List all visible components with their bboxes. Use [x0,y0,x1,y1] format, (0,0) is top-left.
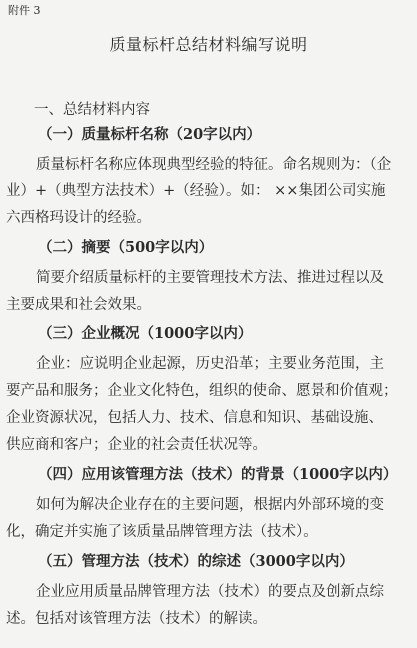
item-5-line-1: 企业应用质量品牌管理方法（技术）的要点及创新点综 [36,584,384,600]
attachment-label: 附件 3 [8,4,41,17]
item-5-line-2: 述。包括对该管理方法（技术）的解读。 [6,611,267,627]
item-1-line-3: 六西格玛设计的经验。 [6,210,151,226]
item-2-line-2: 主要成果和社会效果。 [6,297,151,313]
item-heading-1: （一）质量标杆名称（20字以内） [38,126,262,143]
item-4-line-2: 化，确定并实施了该质量品牌管理方法（技术）。 [6,524,318,540]
item-3-line-4: 供应商和客户；企业的社会责任状况等。 [6,437,267,453]
item-3-line-1: 企业：应说明企业起源，历史沿革；主要业务范围，主 [36,356,384,372]
item-heading-5: （五）管理方法（技术）的综述（3000字以内） [38,553,354,570]
section-heading: 一、总结材料内容 [34,102,150,118]
item-heading-4: （四）应用该管理方法（技术）的背景（1000字以内） [38,466,398,483]
item-4-line-1: 如何为解决企业存在的主要问题，根据内外部环境的变 [36,497,384,513]
item-heading-3: （三）企业概况（1000字以内） [38,325,253,342]
item-2-line-1: 简要介绍质量标杆的主要管理技术方法、推进过程以及 [36,270,384,286]
item-3-line-3: 企业资源状况，包括人力、技术、信息和知识、基础设施、 [6,410,383,426]
item-1-line-1: 质量标杆名称应体现典型经验的特征。命名规则为：（企 [36,157,392,173]
item-1-line-2: 业）+（典型方法技术）+（经验）。如： ××集团公司实施 [6,183,386,199]
item-3-line-2: 要产品和服务；企业文化特色，组织的使命、愿景和价值观； [6,383,398,399]
page-title: 质量标杆总结材料编写说明 [109,35,308,54]
item-heading-2: （二）摘要（500字以内） [38,239,214,256]
